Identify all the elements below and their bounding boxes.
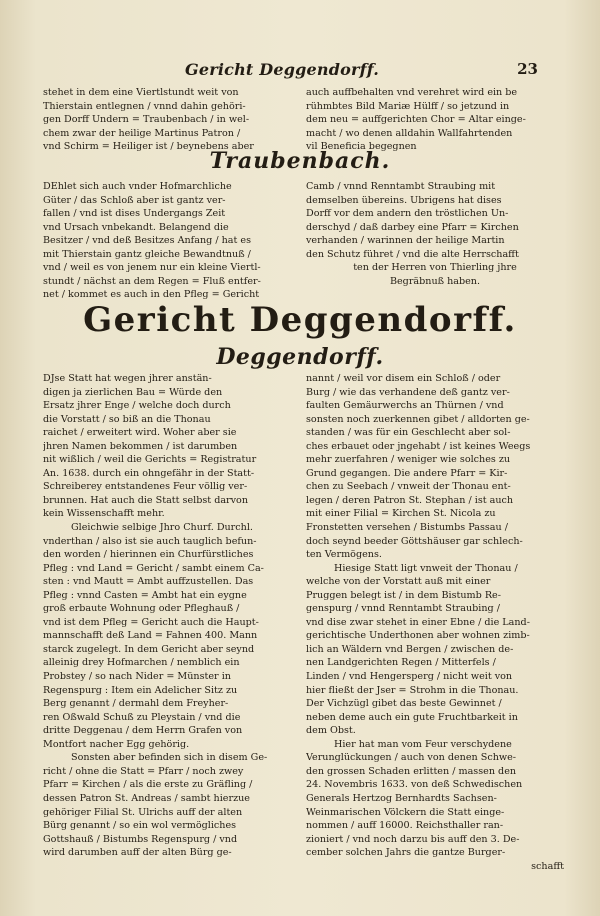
text-line: net / kommet es auch in den Pfleg = Gericht xyxy=(43,289,260,301)
text-line: ten Vermögens. xyxy=(306,549,382,561)
text-line: Der Vichzügl gibet das beste Gewinnet / xyxy=(306,698,502,710)
catchword: schafft xyxy=(531,860,564,872)
text-line: neben deme auch ein gute Fruchtbarkeit in xyxy=(306,711,518,723)
text-line: Begräbnuß haben. xyxy=(389,275,481,287)
text-line: mit Thierstain gantz gleiche Bewandtnuß / xyxy=(43,248,251,260)
text-line: ches erbauet oder jngehabt / ist keines Weegs xyxy=(306,440,531,452)
text-line: ren Oßwald Schuß zu Pleystain / vnd die xyxy=(43,711,241,723)
text-line: zioniert / vnd noch darzu bis auff den 3. De- xyxy=(306,833,520,845)
text-line: chen zu Seebach / vnweit der Thonau ent- xyxy=(306,481,511,493)
text-line: gehöriger Filial St. Ulrichs auff der alten xyxy=(43,806,243,818)
text-line: dessen Patron St. Andreas / sambt hierzue xyxy=(43,792,250,804)
text-line: demselben übereins. Ubrigens hat dises xyxy=(306,194,502,206)
text-line: Güter / das Schloß aber ist gantz ver- xyxy=(43,194,226,206)
text-line: vnd / weil es von jenem nur ein kleine Viertl- xyxy=(43,262,261,274)
text-line: den worden / hierinnen ein Churfürstliches xyxy=(43,549,254,561)
text-line: An. 1638. durch ein ohngefähr in der Statt- xyxy=(43,467,255,479)
text-line: hier fließt der Jser = Strohm in die Thonau. xyxy=(306,684,519,696)
text-line: Camb / vnnd Renntambt Straubing mit xyxy=(306,181,496,192)
text-line: stehet in dem eine Viertlstundt weit von xyxy=(43,87,239,98)
text-line: cember solchen Jahrs die gantze Burger- xyxy=(306,847,506,859)
text-line: Hier hat man vom Feur verschydene xyxy=(334,738,512,750)
deggendorff-left-column xyxy=(43,372,299,860)
text-line: auch auffbehalten vnd verehret wird ein be xyxy=(306,87,518,98)
running-title: Gericht Deggendorff. xyxy=(185,60,379,79)
text-line: Grund gegangen. Die andere Pfarr = Kir- xyxy=(306,467,508,479)
text-line: derschyd / daß darbey eine Pfarr = Kirchen xyxy=(306,221,519,233)
text-line: ten der Herren von Thierling jhre xyxy=(353,262,517,274)
main-heading-gericht-deggendorff: Gericht Deggendorff. xyxy=(83,300,517,340)
text-line: jhren Namen bekommen / ist darumben xyxy=(43,440,238,452)
text-line: Besitzer / vnd deß Besitzes Anfang / hat es xyxy=(43,235,252,247)
text-line: Hiesige Statt ligt vnweit der Thonau / xyxy=(334,562,518,574)
text-line: Pfleg : vnnd Casten = Ambt hat ein eygne xyxy=(43,589,247,601)
text-line: Linden / vnd Hengersperg / nicht weit von xyxy=(306,671,513,683)
text-line: Pfarr = Kirchen / als die erste zu Gräfling / xyxy=(43,779,253,791)
text-line: raichet / erweitert wird. Woher aber sie xyxy=(43,427,237,439)
text-line: Burg / wie das verhandene deß gantz ver- xyxy=(306,386,510,398)
text-line: Regenspurg : Item ein Adelicher Sitz zu xyxy=(43,684,238,696)
text-line: richt / ohne die Statt = Pfarr / noch zwey xyxy=(43,765,244,777)
text-line: nit wißlich / weil die Gerichts = Registratur xyxy=(43,454,257,466)
text-line: mehr zuerfahren / weniger wie solches zu xyxy=(306,454,511,466)
text-line: dem neu = auffgerichten Chor = Altar einge- xyxy=(306,114,526,126)
text-line: lich an Wäldern vnd Bergen / zwischen de- xyxy=(306,643,514,655)
text-line: Pfleg : vnd Land = Gericht / sambt einem Ca- xyxy=(43,562,264,574)
text-line: rühmbtes Bild Mariæ Hülff / so jetzund in xyxy=(306,100,510,112)
text-line: Verunglückungen / auch von denen Schwe- xyxy=(306,752,517,764)
text-line: kein Wissenschafft mehr. xyxy=(43,508,165,520)
text-line: Thierstain entlegnen / vnnd dahin gehöri- xyxy=(43,100,246,112)
text-line: standen / was für ein Geschlecht aber sol- xyxy=(306,427,511,439)
text-line: Bürg genannt / so ein wol vermögliches xyxy=(43,820,237,832)
text-line: DEhlet sich auch vnder Hofmarchliche xyxy=(43,181,232,192)
text-line: vnd ist dem Pfleg = Gericht auch die Haupt- xyxy=(43,616,259,628)
text-line: 24. Novembris 1633. von deß Schwedischen xyxy=(306,779,523,791)
text-line: verhanden / warinnen der heilige Martin xyxy=(306,235,505,247)
text-line: Sonsten aber befinden sich in disem Ge- xyxy=(71,752,268,764)
text-line: faulten Gemäurwerchs an Thürnen / vnd xyxy=(306,400,504,412)
text-line: DJse Statt hat wegen jhrer anstän- xyxy=(43,373,212,384)
text-line: groß erbaute Wohnung oder Pfleghauß / xyxy=(43,603,240,615)
text-line: mannschafft deß Land = Fahnen 400. Mann xyxy=(43,630,258,642)
text-line: dem Obst. xyxy=(306,725,356,737)
text-line: dritte Deggenau / dem Herrn Grafen von xyxy=(43,725,243,737)
text-line: Berg genannt / dermahl dem Freyher- xyxy=(43,698,229,710)
text-line: chem zwar der heilige Martinus Patron / xyxy=(43,127,241,139)
text-line: vnderthan / also ist sie auch tauglich befun- xyxy=(43,535,257,547)
text-line: macht / wo denen alldahin Wallfahrtenden xyxy=(306,127,513,139)
text-line: fallen / vnd ist dises Undergangs Zeit xyxy=(43,208,226,220)
text-line: alleinig drey Hofmarchen / nemblich ein xyxy=(43,657,240,669)
text-line: den grossen Schaden erlitten / massen den xyxy=(306,765,517,777)
text-line: Montfort nacher Egg gehörig. xyxy=(43,738,190,750)
text-line: Schreiberey entstandenes Feur völlig ver- xyxy=(43,481,248,493)
text-line: nommen / auff 16000. Reichsthaller ran- xyxy=(306,820,504,832)
text-line: nen Landgerichten Regen / Mitterfels / xyxy=(306,657,496,669)
text-line: welche von der Vorstatt auß mit einer xyxy=(306,576,491,588)
text-line: Probstey / so nach Nider = Münster in xyxy=(43,671,231,683)
text-line: stundt / nächst an dem Regen = Fluß entfer- xyxy=(43,275,261,287)
text-line: vnd Ursach vnbekandt. Belangend die xyxy=(43,221,229,233)
text-line: Dorff vor dem andern den tröstlichen Un- xyxy=(306,208,509,220)
text-line: den Schutz führet / vnd die alte Herrschafft xyxy=(306,248,519,260)
text-line: sonsten noch zuerkennen gibet / alldorten ge- xyxy=(306,413,530,425)
text-line: Gottshauß / Bistumbs Regenspurg / vnd xyxy=(43,833,238,845)
text-line: vil Beneficia begegnen xyxy=(306,141,417,153)
text-line: Fronstetten versehen / Bistumbs Passau / xyxy=(306,522,508,534)
text-line: brunnen. Hat auch die Statt selbst darvon xyxy=(43,494,249,506)
text-line: Gleichwie selbige Jhro Churf. Durchl. xyxy=(71,522,253,534)
text-line: gerichtische Underthonen aber wohnen zimb- xyxy=(306,630,530,642)
text-line: Generals Hertzog Bernhardts Sachsen- xyxy=(306,792,497,804)
deggendorff-right-column xyxy=(306,372,564,873)
text-line: digen ja zierlichen Bau = Würde den xyxy=(43,386,223,398)
sub-heading-deggendorff: Deggendorff. xyxy=(216,344,384,370)
text-line: legen / deren Patron St. Stephan / ist auch xyxy=(306,494,514,506)
text-line: Weinmarischen Völckern die Statt einge- xyxy=(306,806,505,818)
traubenbach-left-column xyxy=(43,180,299,302)
text-line: doch seynd beeder Göttshäuser gar schlech- xyxy=(306,535,523,547)
text-line: die Vorstatt / so biß an die Thonau xyxy=(43,413,211,425)
text-line: wird darumben auff der alten Bürg ge- xyxy=(43,847,232,859)
traubenbach-right-column xyxy=(306,180,564,288)
top-right-column xyxy=(306,86,564,154)
text-line: vnd Schirm = Heiliger ist / beynebens aber xyxy=(43,141,254,153)
page-number: 23 xyxy=(517,60,538,78)
text-line: sten : vnd Mautt = Ambt auffzustellen. Das xyxy=(43,576,254,588)
text-line: gen Dorff Undern = Traubenbach / in wel- xyxy=(43,114,250,126)
text-line: mit einer Filial = Kirchen St. Nicola zu xyxy=(306,508,496,520)
text-line: genspurg / vnnd Renntambt Straubing / xyxy=(306,603,500,615)
running-head xyxy=(0,60,600,82)
top-left-column xyxy=(43,86,299,154)
text-line: vnd dise zwar stehet in einer Ebne / die Land- xyxy=(306,616,530,628)
text-line: starck zugelegt. In dem Gericht aber seynd xyxy=(43,643,255,655)
section-heading-traubenbach: Traubenbach. xyxy=(209,148,391,174)
text-line: nannt / weil vor disem ein Schloß / oder xyxy=(306,373,501,384)
text-line: Pruggen belegt ist / in dem Bistumb Re- xyxy=(306,589,501,601)
text-line: Ersatz jhrer Enge / welche doch durch xyxy=(43,400,231,412)
